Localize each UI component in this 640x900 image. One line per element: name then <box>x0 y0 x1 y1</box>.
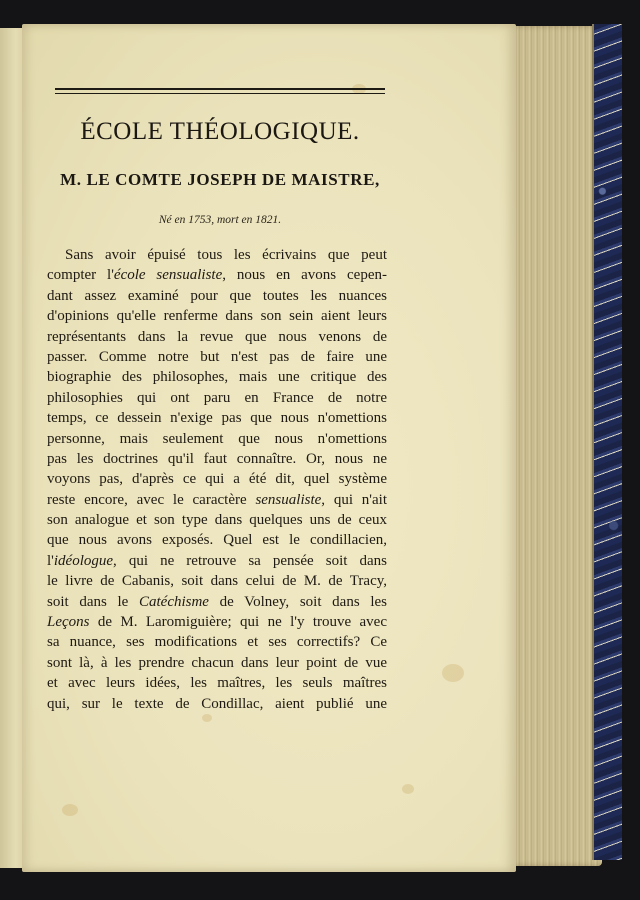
text-line: biographie des philosophes, mais une critique des <box>47 369 387 386</box>
chapter-subtitle: M. LE COMTE JOSEPH DE MAISTRE, <box>60 170 380 189</box>
body-paragraph <box>47 245 387 714</box>
text-line: reste encore, avec le caractère sensualiste, qui n'ait <box>47 491 387 508</box>
header-rule-bottom <box>55 93 385 94</box>
foxing-spot <box>202 714 212 722</box>
text-line: voyons pas, d'après ce qui a été dit, quel système <box>47 471 387 488</box>
text-line: passer. Comme notre but n'est pas de faire une <box>47 348 387 365</box>
text-line: son analogue et son type dans quelques uns de ceux <box>47 512 387 529</box>
text-line: sont là, à les prendre chacun dans leur point de vue <box>47 654 387 671</box>
text-line: et avec leurs idées, les maîtres, les seuls maîtres <box>47 675 387 692</box>
text-line: compter l'école sensualiste, nous en avons cepen- <box>47 267 387 284</box>
text-line: Sans avoir épuisé tous les écrivains que peut <box>65 247 387 263</box>
text-line: temps, ce dessein n'exige pas que nous n'omettions <box>47 410 387 427</box>
text-line: que nous avons exposés. Quel est le condillacien, <box>47 532 387 549</box>
foxing-spot <box>402 784 414 794</box>
header-rule-top <box>55 88 385 90</box>
text-line: Leçons de M. Laromiguière; qui ne l'y trouve avec <box>47 614 387 631</box>
foxing-spot <box>62 804 78 816</box>
life-dates: Né en 1753, mort en 1821. <box>158 214 282 226</box>
text-line: qui, sur le texte de Condillac, aient publié une <box>47 695 387 712</box>
foxing-spot <box>442 664 464 682</box>
text-line: d'opinions qu'elle renferme dans son sein aient leurs <box>47 308 387 325</box>
text-line: l'idéologue, qui ne retrouve sa pensée soit dans <box>47 552 387 569</box>
section-title: ÉCOLE THÉOLOGIQUE. <box>80 118 360 145</box>
text-line: philosophies qui ont paru en France de notre <box>47 389 387 406</box>
text-line: personne, mais seulement que nous n'omettions <box>47 430 387 447</box>
text-line: sa nuance, ses modifications et ses correctifs? Ce <box>47 634 387 651</box>
text-line: représentants dans la revue que nous venons de <box>47 328 387 345</box>
text-line: soit dans le Catéchisme de Volney, soit dans les <box>47 593 387 610</box>
page-block-edges <box>510 26 602 866</box>
text-line: le livre de Cabanis, soit dans celui de M. de Tracy, <box>47 573 387 590</box>
text-line: dant assez examiné pour que toutes les nuances <box>47 287 387 304</box>
text-line: pas les doctrines qu'il faut connaître. Or, nous ne <box>47 450 387 467</box>
marbled-cover <box>592 24 622 860</box>
